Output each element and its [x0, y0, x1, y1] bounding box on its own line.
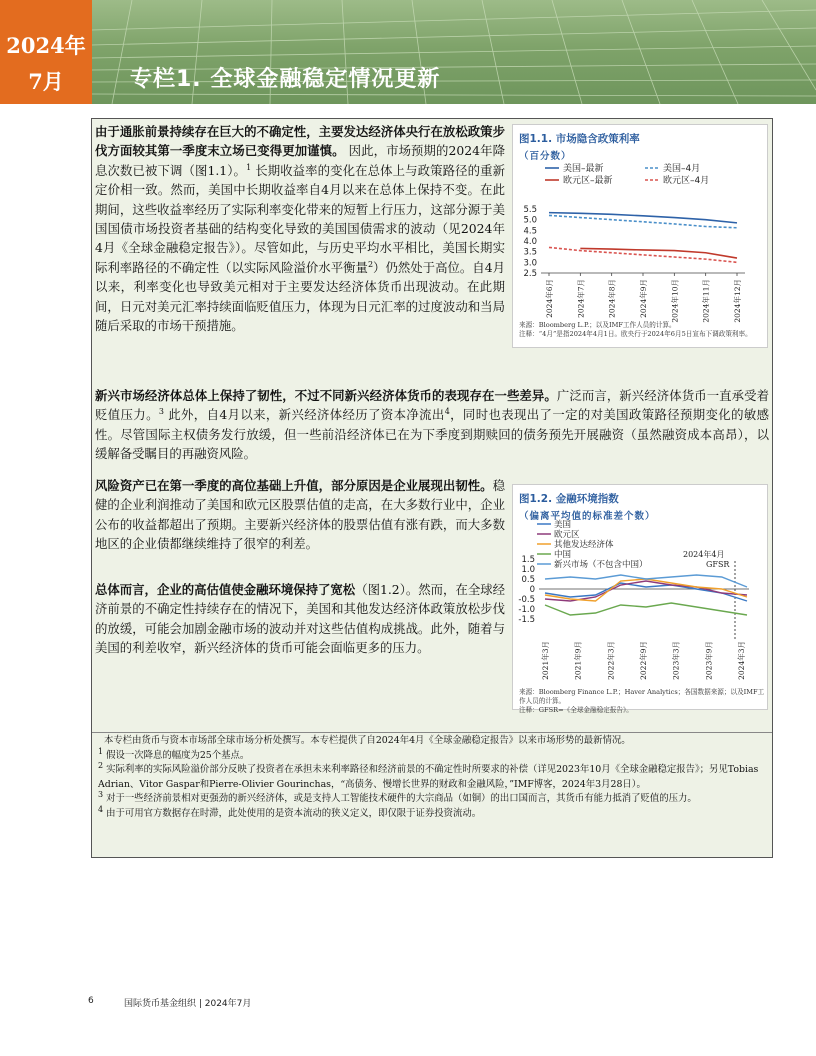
y-tick-label: 3.5 [523, 247, 537, 258]
y-tick-label: 1.5 [521, 555, 535, 565]
y-tick-label: 2.5 [523, 269, 537, 279]
series-line-1 [549, 215, 737, 227]
paragraph-1-text-c: ）仍然处于高位。自4月以来，利率变化也导致美元相对于主要发达经济体货币出现波动。在此期间，日元对美元汇率持续面临贬值压力，体现为日元汇率的过度波动和当局随后采取的市场干预措施。 [95, 259, 505, 334]
paragraph-4-text: （图1.2）。然而，在全球经济前景的不确定性持续存在的情况下，美国和其他发达经济体政策放松步伐的放缓，可能会加剧金融市场的波动并对这些估值构成挑战。此外，随着与美国的利差收窄，新兴经济体的货币可能会面临更多的压力。 [95, 582, 506, 656]
legend-label-3: 中国 [554, 550, 572, 560]
policy-rate-chart [513, 161, 767, 333]
figure-1-2-subtitle: （偏离平均值的标准差个数） [519, 511, 656, 522]
y-tick-label: 4.5 [523, 226, 537, 237]
legend-label-0: 美国–最新 [563, 164, 604, 174]
paragraph-1 [95, 122, 505, 335]
x-tick-label: 2024年3月 [737, 641, 746, 680]
page-title: 专栏1. 全球金融稳定情况更新 [130, 67, 441, 92]
x-tick-label: 2022年3月 [606, 641, 616, 680]
series-line-3 [545, 603, 747, 615]
x-tick-label: 2022年9月 [639, 641, 648, 680]
note-3: $^3$ 对于一些经济前景相对更强劲的新兴经济体，或是支持人工智能技术硬件的大宗商品（如铜）的出口国而言，其货币有能力抵消了贬值的压力。 [98, 790, 697, 805]
footnote-ref-1: 1 [246, 162, 252, 172]
header-banner [92, 0, 816, 104]
footnote-ref-4: 4 [444, 407, 450, 417]
paragraph-2-text-c: ，同时也表现出了一定的对美国政策路径预期变化的敏感性。尽管国际主权债务发行放缓，但一些前沿经济体已在为下季度到期赎回的债务预先开展融资（虽然融资成本高昂），以缓解备受瞩目的再融资风险。 [95, 407, 770, 462]
page-number: 6 [88, 996, 94, 1006]
paragraph-2-text-b: 此外，自4月以来，新兴经济体经历了资本净流出 [163, 407, 445, 423]
figure-1-2-source-line-2: 注释：GFSR=《全球金融稳定报告》。 [519, 706, 633, 714]
figure-1-1 [512, 124, 768, 348]
y-tick-label: -1.0 [518, 605, 535, 615]
footnotes [98, 734, 768, 822]
y-tick-label: 5.0 [523, 215, 537, 226]
x-tick-label: 2024年7月 [576, 279, 586, 318]
x-tick-label: 2021年9月 [573, 641, 583, 680]
paragraph-4 [95, 580, 505, 658]
paragraph-3 [95, 476, 505, 554]
x-tick-label: 2024年8月 [607, 279, 617, 318]
legend-label-3: 欧元区–4月 [663, 176, 710, 186]
x-tick-label: 2024年10月 [670, 279, 680, 323]
figure-1-2-title: 图1.2. 金融环境指数 [519, 493, 619, 505]
paragraph-3-text: 稳健的企业利润推动了美国和欧元区股票估值的走高，在大多数行业中，企业公布的收益都超出了预期。主要新兴经济体的股票估值有涨有跌，而大多数地区的企业债都继续维持了很窄的利差。 [95, 478, 505, 552]
y-tick-label: -1.5 [518, 615, 535, 625]
x-tick-label: 2021年3月 [541, 641, 550, 680]
series-line-1 [545, 581, 747, 601]
note-2: $^2$ 实际利率的实际风险溢价部分反映了投资者在承担未来利率路径和经济前景的不确定性时所要求的补偿（详见2023年10月《全球金融稳定报告》；另见Tobias Adrian、Vitor Gaspar和Pierre-Olivier Gourinchas，“高债务、慢增长世界的财政和金融风险，”IMF博客，2024年3月28日）。 [98, 761, 759, 790]
figure-1-2 [512, 484, 768, 714]
figure-1-1-subtitle: （百分数） [519, 151, 572, 162]
figure-1-2-source [519, 688, 765, 715]
badge-year: 2024年 [6, 33, 86, 58]
legend-label-0: 美国 [554, 520, 572, 530]
figure-1-1-source-line-1: 来源：Bloomberg L.P.；以及IMF工作人员的计算。 [519, 321, 676, 329]
figure-1-1-source-line-2: 注释：“4月”是指2024年4月1日。欧央行于2024年6月5日宣布下调政策利率。 [519, 330, 752, 338]
paragraph-2 [95, 386, 769, 464]
series-line-0 [549, 213, 737, 223]
x-tick-label: 2023年3月 [671, 641, 681, 680]
annotation-gfsr: GFSR [706, 560, 730, 569]
legend-label-2: 其他发达经济体 [554, 540, 614, 550]
figure-1-1-title: 图1.1. 市场隐含政策利率 [519, 133, 640, 145]
legend-label-4: 新兴市场（不包含中国） [554, 560, 648, 570]
x-tick-label: 2024年11月 [701, 279, 711, 323]
paragraph-1-lead: 由于通胀前景持续存在巨大的不确定性，主要发达经济体央行在放松政策步伐方面较其第一季度末立场已变得更加谨慎。 [95, 124, 505, 159]
note-author: 本专栏由货币与资本市场部全球市场分析处撰写。本专栏提供了自2024年4月《全球金融稳定报告》以来市场形势的最新情况。 [103, 735, 631, 746]
y-tick-label: -0.5 [518, 595, 535, 605]
x-tick-label: 2024年12月 [733, 279, 742, 323]
figure-1-1-source [519, 321, 765, 339]
footnote-ref-3: 3 [158, 407, 164, 417]
y-tick-label: 1.0 [521, 565, 535, 575]
footer-text: 国际货币基金组织 | 2024年7月 [124, 999, 252, 1009]
annotation-april: 2024年4月 [683, 550, 725, 559]
paragraph-2-text-a: 广泛而言，新兴经济体货币一直承受着贬值压力。 [95, 388, 770, 423]
note-1: $^1$ 假设一次降息的幅度为25个基点。 [98, 746, 250, 761]
paragraph-1-text-a: 因此，市场预期的2024年降息次数已被下调（图1.1）。 [95, 143, 505, 178]
paragraph-3-lead: 风险资产已在第一季度的高位基础上升值，部分原因是企业展现出韧性。 [95, 478, 493, 493]
badge-month: 7月 [28, 69, 64, 94]
figure-1-2-source-line-1: 来源：Bloomberg Finance L.P.；Haver Analytics；各国数据来源；以及IMF工作人员的计算。 [519, 688, 765, 705]
date-badge [0, 0, 92, 104]
legend-label-1: 欧元区 [554, 530, 580, 540]
y-tick-label: 0.5 [521, 575, 535, 585]
paragraph-4-lead: 总体而言，企业的高估值使金融环境保持了宽松 [95, 582, 356, 597]
x-tick-label: 2023年9月 [704, 641, 714, 680]
note-4: $^4$ 由于可用官方数据存在时滞，此处使用的是资本流动的狭义定义，即仅限于证券投资流动。 [98, 804, 482, 819]
y-tick-label: 0 [529, 585, 535, 595]
y-tick-label: 4.0 [523, 237, 537, 247]
x-tick-label: 2024年6月 [545, 279, 554, 318]
footnote-ref-2: 2 [367, 259, 374, 269]
y-tick-label: 5.5 [523, 205, 537, 215]
notes-divider [92, 732, 772, 733]
paragraph-2-lead: 新兴市场经济体总体上保持了韧性，不过不同新兴经济体货币的表现存在一些差异。 [95, 388, 557, 403]
y-tick-label: 3.0 [523, 258, 537, 269]
legend-label-1: 美国–4月 [663, 164, 701, 174]
paragraph-1-text-b: 长期收益率的变化在总体上与政策路径的重新定价相一致。然而，美国中长期收益率自4月以来在总体上保持不变。在此期间，这些收益率经历了实际利率变化带来的短暂上行压力，这部分源于美国国债市场投资者基础的结构变化导致的美国国债需求的波动（见2024年4月《全球金融稳定报告》）。尽管如此，与历史平均水平相比，美国长期实际利率路径的不确定性（以实际风险溢价水平衡量 [95, 162, 505, 275]
series-line-2 [545, 579, 747, 601]
financial-conditions-chart [513, 519, 767, 689]
legend-label-2: 欧元区–最新 [563, 176, 613, 186]
x-tick-label: 2024年9月 [639, 279, 648, 318]
